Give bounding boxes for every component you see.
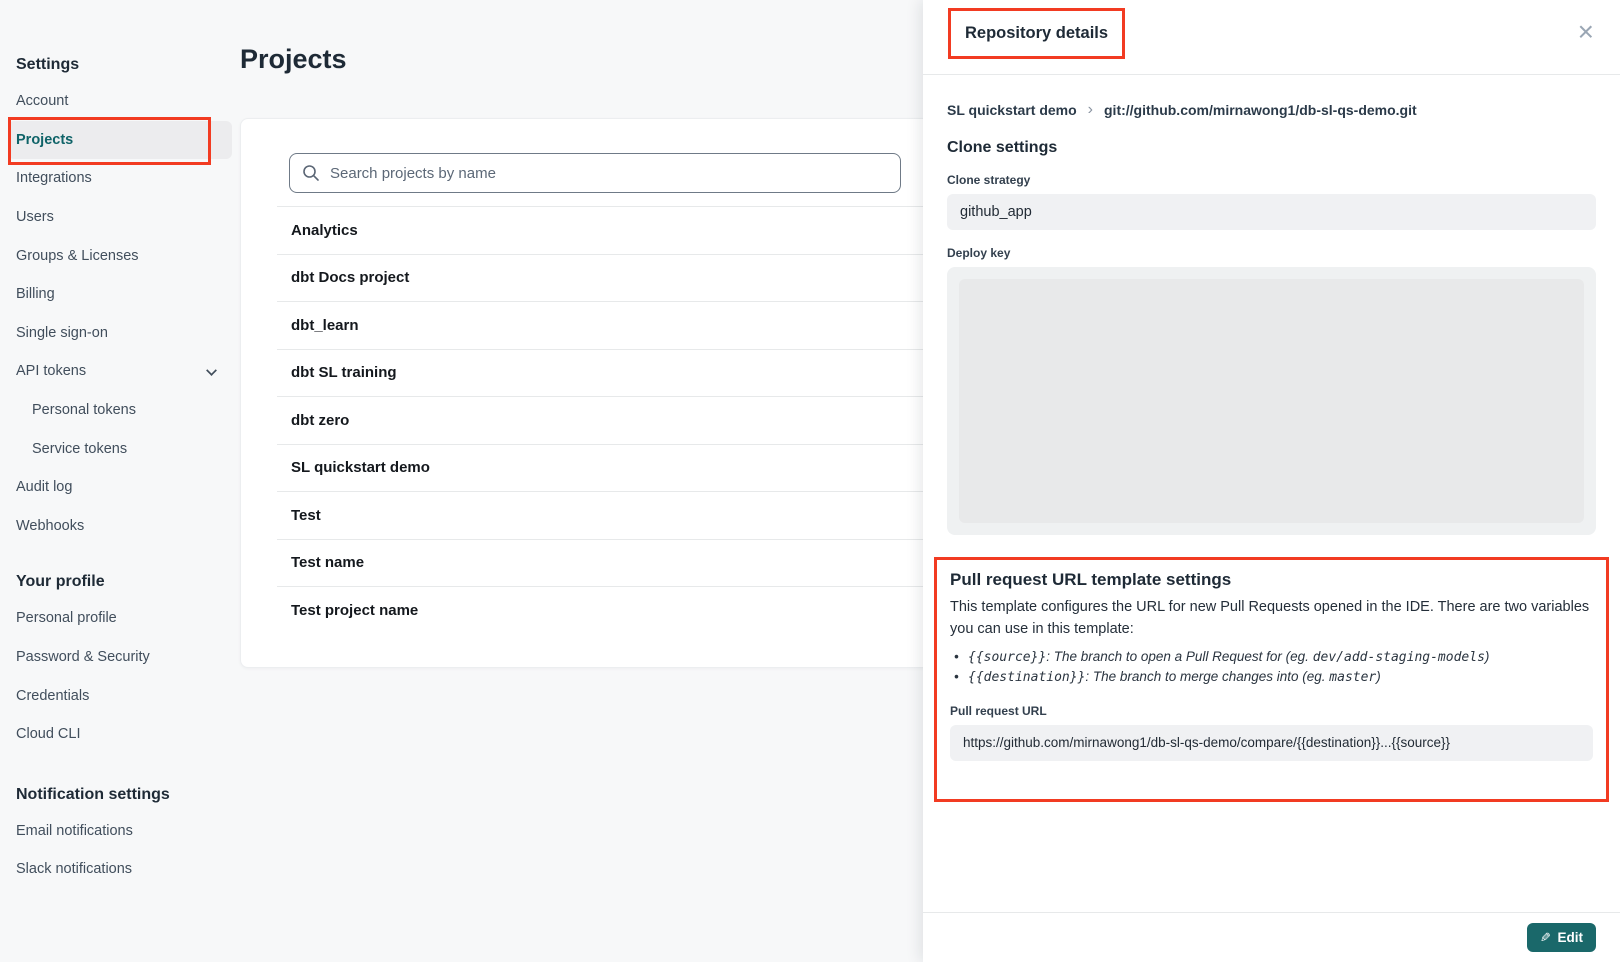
sidebar-item-slack-notifications[interactable]: Slack notifications (16, 861, 133, 878)
sidebar-item-personal-profile[interactable]: Personal profile (16, 610, 117, 627)
pull-request-url-label: Pull request URL (950, 703, 1047, 718)
breadcrumb (947, 101, 1596, 119)
sidebar-item-password-security[interactable]: Password & Security (16, 649, 150, 666)
search-input[interactable] (289, 153, 901, 193)
deploy-key-value-area (959, 279, 1584, 523)
clone-strategy-label: Clone strategy (947, 173, 1031, 187)
sidebar-item-webhooks[interactable]: Webhooks (16, 517, 85, 534)
variable-source-item: • {{source}}: The branch to open a Pull Request for (eg. dev/add-staging-models) (950, 647, 1593, 668)
pencil-icon: ✎ (1539, 929, 1551, 945)
close-icon[interactable]: × (1577, 16, 1594, 47)
sidebar-item-personal-tokens[interactable]: Personal tokens (32, 402, 136, 419)
sidebar-item-single-sign-on[interactable]: Single sign-on (16, 324, 108, 341)
page-title: Projects (240, 44, 347, 74)
sidebar-item-credentials[interactable]: Credentials (16, 687, 90, 704)
breadcrumb-project[interactable]: SL quickstart demo (947, 102, 1077, 118)
sidebar-item-integrations[interactable]: Integrations (16, 170, 92, 187)
clone-strategy-field: github_app (947, 194, 1596, 230)
chevron-right-icon: › (1087, 101, 1093, 118)
sidebar-heading-notification-settings: Notification settings (16, 785, 170, 803)
edit-button-label: Edit (1557, 930, 1583, 945)
project-row-test-project-name[interactable]: Test project name (291, 602, 419, 620)
sidebar-item-service-tokens[interactable]: Service tokens (32, 440, 128, 457)
sidebar-item-email-notifications[interactable]: Email notifications (16, 822, 133, 839)
panel-footer (923, 912, 1620, 962)
pull-request-section-heading: Pull request URL template settings (950, 570, 1232, 589)
sidebar-item-users[interactable]: Users (16, 209, 54, 226)
panel-title: Repository details (965, 24, 1109, 42)
project-row-dbt-sl-training[interactable]: dbt SL training (277, 350, 939, 398)
annotation-box-repository-details (948, 8, 1125, 59)
settings-sidebar (16, 48, 230, 889)
project-row-analytics[interactable]: Analytics (277, 207, 939, 255)
pull-request-description: This template configures the URL for new Pull Requests opened in the IDE. There are two variables you can use in this template: (950, 599, 1590, 638)
project-list (277, 206, 939, 635)
panel-body (923, 75, 1620, 912)
sidebar-item-account[interactable]: Account (16, 93, 69, 110)
clone-settings-heading: Clone settings (947, 139, 1058, 156)
sidebar-heading-your-profile: Your profile (16, 573, 105, 591)
projects-card (240, 118, 940, 668)
breadcrumb-repo-url: git://github.com/mirnawong1/db-sl-qs-demo.git (1104, 102, 1417, 118)
deploy-key-field (947, 267, 1596, 535)
chevron-down-icon (206, 365, 217, 376)
sidebar-item-projects[interactable]: Projects (8, 121, 232, 160)
sidebar-item-groups-licenses[interactable]: Groups & Licenses (16, 247, 139, 264)
project-row-sl-quickstart-demo[interactable]: SL quickstart demo (277, 445, 939, 493)
deploy-key-label: Deploy key (947, 246, 1011, 260)
sidebar-heading-settings: Settings (16, 56, 80, 73)
sidebar-item-api-tokens[interactable]: API tokens (16, 352, 230, 391)
sidebar-item-cloud-cli[interactable]: Cloud CLI (16, 726, 81, 743)
project-row-test-name[interactable]: Test name (277, 540, 939, 588)
pull-request-url-field: https://github.com/mirnawong1/db-sl-qs-demo/compare/{{destination}}...{{source}} (950, 725, 1593, 761)
annotation-box-pull-request-section (934, 557, 1609, 802)
pull-request-variable-list (950, 647, 1593, 688)
project-row-dbt-learn[interactable]: dbt_learn (277, 302, 939, 350)
edit-button[interactable] (1527, 923, 1596, 952)
project-row-test[interactable]: Test (277, 492, 939, 540)
sidebar-item-billing[interactable]: Billing (16, 286, 55, 303)
project-row-dbt-docs-project[interactable]: dbt Docs project (277, 255, 939, 303)
variable-destination-item: • {{destination}}: The branch to merge changes into (eg. master) (950, 667, 1593, 688)
sidebar-item-audit-log[interactable]: Audit log (16, 479, 73, 496)
repository-details-panel (923, 0, 1620, 962)
panel-header (923, 0, 1620, 75)
search-icon (302, 164, 320, 182)
project-row-dbt-zero[interactable]: dbt zero (277, 397, 939, 445)
